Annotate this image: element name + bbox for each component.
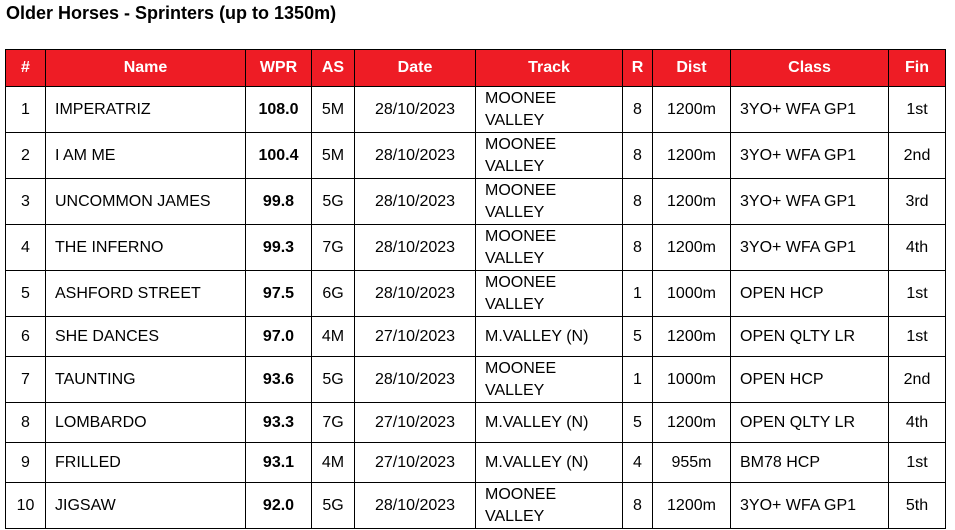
cell-race: 5	[623, 317, 653, 357]
cell-track	[476, 225, 623, 271]
cell-fin: 4th	[889, 403, 946, 443]
col-header-class: Class	[731, 50, 889, 87]
cell-race: 8	[623, 225, 653, 271]
cell-track	[476, 87, 623, 133]
cell-date: 28/10/2023	[355, 179, 476, 225]
track-line: MOONEE	[485, 227, 557, 245]
page-title: Older Horses - Sprinters (up to 1350m)	[6, 3, 337, 23]
cell-dist: 1200m	[653, 225, 731, 271]
cell-as: 4M	[312, 317, 355, 357]
cell-num: 3	[6, 179, 46, 225]
cell-track	[476, 317, 623, 357]
track-line: VALLEY	[485, 111, 545, 129]
table-row	[6, 87, 946, 133]
header-row	[6, 50, 946, 87]
cell-name: LOMBARDO	[46, 403, 246, 443]
cell-class: 3YO+ WFA GP1	[731, 179, 889, 225]
cell-class: 3YO+ WFA GP1	[731, 133, 889, 179]
cell-name: TAUNTING	[46, 357, 246, 403]
table-row	[6, 357, 946, 403]
cell-as: 5G	[312, 179, 355, 225]
cell-name: THE INFERNO	[46, 225, 246, 271]
cell-fin: 5th	[889, 483, 946, 529]
table-row	[6, 271, 946, 317]
cell-date: 28/10/2023	[355, 357, 476, 403]
cell-num: 8	[6, 403, 46, 443]
cell-wpr: 93.3	[246, 403, 312, 443]
cell-as: 5M	[312, 87, 355, 133]
cell-name: FRILLED	[46, 443, 246, 483]
cell-dist: 1200m	[653, 317, 731, 357]
table-row	[6, 179, 946, 225]
table-row	[6, 483, 946, 529]
cell-name: IMPERATRIZ	[46, 87, 246, 133]
table-row	[6, 443, 946, 483]
cell-dist: 1200m	[653, 133, 731, 179]
cell-date: 28/10/2023	[355, 271, 476, 317]
cell-fin: 1st	[889, 317, 946, 357]
track-line: MOONEE	[485, 181, 557, 199]
cell-fin: 2nd	[889, 133, 946, 179]
cell-race: 1	[623, 357, 653, 403]
track-line: VALLEY	[485, 507, 545, 525]
cell-name: I AM ME	[46, 133, 246, 179]
cell-dist: 1200m	[653, 403, 731, 443]
track-line: VALLEY	[485, 295, 545, 313]
cell-track	[476, 179, 623, 225]
cell-race: 4	[623, 443, 653, 483]
cell-wpr: 92.0	[246, 483, 312, 529]
cell-dist: 1200m	[653, 87, 731, 133]
cell-num: 7	[6, 357, 46, 403]
cell-race: 8	[623, 87, 653, 133]
cell-track	[476, 403, 623, 443]
cell-track	[476, 443, 623, 483]
table-row	[6, 133, 946, 179]
col-header-track: Track	[476, 50, 623, 87]
cell-as: 5G	[312, 357, 355, 403]
cell-fin: 1st	[889, 87, 946, 133]
cell-race: 1	[623, 271, 653, 317]
col-header-wpr: WPR	[246, 50, 312, 87]
cell-class: OPEN HCP	[731, 271, 889, 317]
cell-class: 3YO+ WFA GP1	[731, 87, 889, 133]
cell-as: 7G	[312, 225, 355, 271]
cell-wpr: 99.3	[246, 225, 312, 271]
cell-class: OPEN QLTY LR	[731, 317, 889, 357]
cell-fin: 2nd	[889, 357, 946, 403]
cell-name: UNCOMMON JAMES	[46, 179, 246, 225]
cell-class: 3YO+ WFA GP1	[731, 483, 889, 529]
cell-dist: 1200m	[653, 483, 731, 529]
cell-wpr: 93.6	[246, 357, 312, 403]
track-line: M.VALLEY (N)	[485, 413, 589, 431]
cell-date: 28/10/2023	[355, 483, 476, 529]
track-line: MOONEE	[485, 89, 557, 107]
cell-fin: 1st	[889, 271, 946, 317]
cell-date: 27/10/2023	[355, 403, 476, 443]
cell-fin: 4th	[889, 225, 946, 271]
col-header-fin: Fin	[889, 50, 946, 87]
cell-dist: 1200m	[653, 179, 731, 225]
track-line: MOONEE	[485, 485, 557, 503]
cell-race: 8	[623, 179, 653, 225]
cell-track	[476, 357, 623, 403]
cell-wpr: 97.5	[246, 271, 312, 317]
cell-track	[476, 483, 623, 529]
rankings-table	[5, 49, 946, 529]
cell-num: 1	[6, 87, 46, 133]
track-line: MOONEE	[485, 135, 557, 153]
cell-wpr: 97.0	[246, 317, 312, 357]
cell-date: 28/10/2023	[355, 87, 476, 133]
cell-dist: 1000m	[653, 357, 731, 403]
cell-as: 6G	[312, 271, 355, 317]
cell-dist: 1000m	[653, 271, 731, 317]
track-line: VALLEY	[485, 381, 545, 399]
cell-date: 27/10/2023	[355, 317, 476, 357]
cell-num: 4	[6, 225, 46, 271]
cell-class: OPEN QLTY LR	[731, 403, 889, 443]
cell-num: 6	[6, 317, 46, 357]
cell-as: 4M	[312, 443, 355, 483]
table-row	[6, 317, 946, 357]
track-line: MOONEE	[485, 273, 557, 291]
table-body	[6, 87, 946, 529]
col-header-num: #	[6, 50, 46, 87]
cell-wpr: 108.0	[246, 87, 312, 133]
cell-track	[476, 271, 623, 317]
cell-name: JIGSAW	[46, 483, 246, 529]
cell-track	[476, 133, 623, 179]
cell-name: SHE DANCES	[46, 317, 246, 357]
cell-date: 28/10/2023	[355, 225, 476, 271]
cell-class: BM78 HCP	[731, 443, 889, 483]
cell-wpr: 93.1	[246, 443, 312, 483]
cell-date: 27/10/2023	[355, 443, 476, 483]
cell-dist: 955m	[653, 443, 731, 483]
cell-as: 5M	[312, 133, 355, 179]
cell-num: 9	[6, 443, 46, 483]
track-line: MOONEE	[485, 359, 557, 377]
cell-race: 5	[623, 403, 653, 443]
cell-num: 2	[6, 133, 46, 179]
cell-race: 8	[623, 483, 653, 529]
cell-wpr: 100.4	[246, 133, 312, 179]
col-header-date: Date	[355, 50, 476, 87]
cell-wpr: 99.8	[246, 179, 312, 225]
table-row	[6, 403, 946, 443]
col-header-race: R	[623, 50, 653, 87]
cell-num: 10	[6, 483, 46, 529]
cell-fin: 1st	[889, 443, 946, 483]
track-line: VALLEY	[485, 203, 545, 221]
col-header-name: Name	[46, 50, 246, 87]
track-line: M.VALLEY (N)	[485, 327, 589, 345]
cell-as: 5G	[312, 483, 355, 529]
cell-as: 7G	[312, 403, 355, 443]
cell-name: ASHFORD STREET	[46, 271, 246, 317]
col-header-as: AS	[312, 50, 355, 87]
track-line: VALLEY	[485, 249, 545, 267]
cell-class: OPEN HCP	[731, 357, 889, 403]
cell-num: 5	[6, 271, 46, 317]
cell-fin: 3rd	[889, 179, 946, 225]
track-line: VALLEY	[485, 157, 545, 175]
col-header-dist: Dist	[653, 50, 731, 87]
table-row	[6, 225, 946, 271]
cell-race: 8	[623, 133, 653, 179]
track-line: M.VALLEY (N)	[485, 453, 589, 471]
cell-date: 28/10/2023	[355, 133, 476, 179]
cell-class: 3YO+ WFA GP1	[731, 225, 889, 271]
